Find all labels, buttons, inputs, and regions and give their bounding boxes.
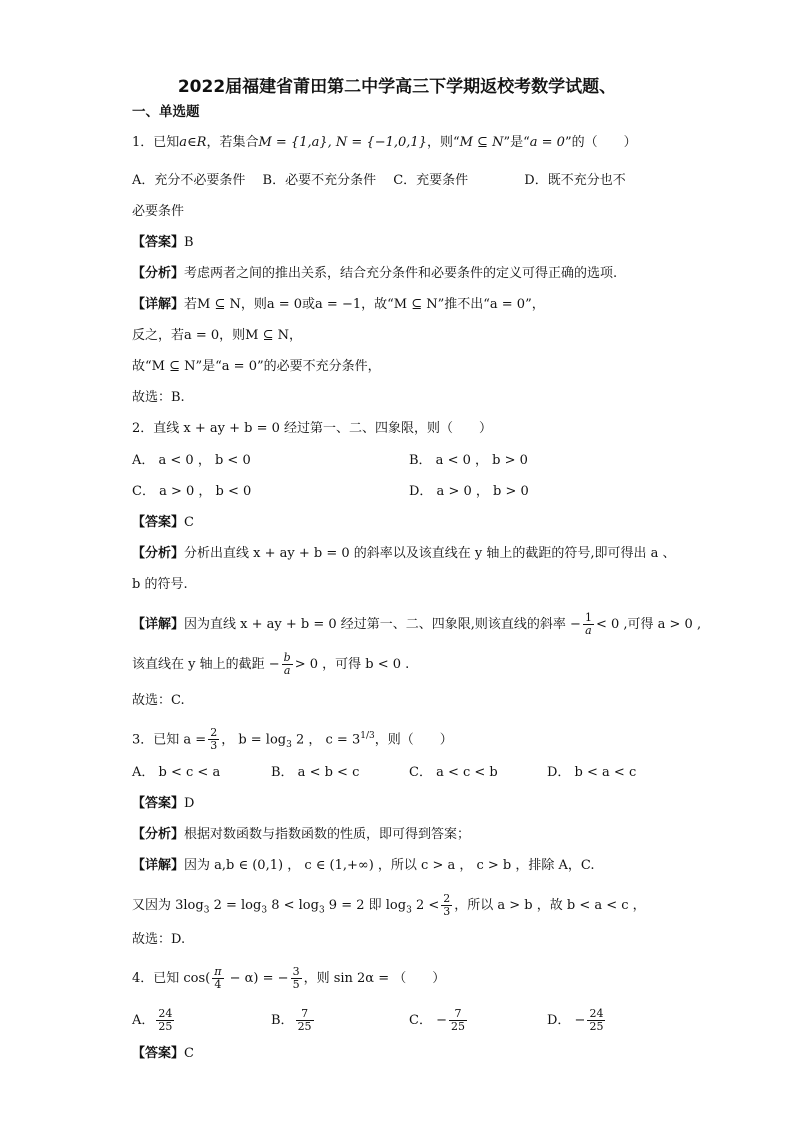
fraction: $\frac{1}{a}$ — [584, 611, 592, 637]
q3-option-b: B． a < b < c — [271, 765, 360, 780]
q1-detail-2: 反之，若a = 0，则M ⊆ N， — [132, 328, 303, 343]
q2-detail: 【详解】因为直线 x + ay + b = 0 经过第一、二、四象限,则该直线的斜率 − $\frac{1}{a}$ < 0 ,可得 a > 0 , — [132, 611, 702, 637]
page-title: 2022届福建省莆田第二中学高三下学期返校考数学试题、 — [177, 77, 617, 97]
q1-options-cont: 必要条件 — [132, 204, 185, 219]
q3-option-c: C． a < c < b — [409, 765, 498, 780]
fraction: $\frac{3}{5}$ — [292, 965, 300, 991]
q2-option-a: A． a < 0 ， b < 0 — [132, 453, 251, 468]
fraction: $\frac{7}{25}$ — [297, 1007, 312, 1033]
q2-option-c: C． a > 0 ， b < 0 — [132, 484, 252, 499]
q4-option-a: A． $\frac{24}{25}$ — [132, 1007, 173, 1033]
q1-options: A．充分不必要条件 B．必要不充分条件 C．充要条件 D．既不充分也不 — [132, 173, 626, 188]
q2-conclusion: 故选：C. — [132, 693, 185, 708]
fraction: $\frac{b}{a}$ — [283, 651, 291, 677]
fraction: $\frac{\pi}{4}$ — [214, 965, 222, 991]
q2-stem: 2．直线 x + ay + b = 0 经过第一、二、四象限，则（ ） — [132, 421, 493, 436]
q3-detail-2: 又因为 $3\log_3$ $2 = \log_3 8 < \log_3 9 = 2$ 即 $\log_3 2$ < $\frac{2}{3}$ ，所以 a > b ，故 b < a < c ， — [132, 892, 646, 918]
q3-conclusion: 故选：D. — [132, 932, 186, 947]
q4-stem: 4．已知 cos( $\frac{\pi}{4}$ − α) = − $\frac{3}{5}$ ，则 sin 2α = （ ） — [132, 965, 446, 991]
fraction: $\frac{24}{25}$ — [158, 1007, 173, 1033]
q3-option-d: D． b < a < c — [547, 765, 637, 780]
q1-answer: 【答案】B — [132, 235, 194, 250]
fraction: $\frac{2}{3}$ — [443, 892, 451, 918]
q1-detail: 【详解】若M ⊆ N，则a = 0或a = −1，故“M ⊆ N”推不出“a = 0”， — [132, 297, 545, 312]
fraction: $\frac{7}{25}$ — [450, 1007, 465, 1033]
q2-analysis-cont: b 的符号. — [132, 577, 188, 592]
q3-stem: 3．已知 a = $\frac{2}{3}$ ， $b = \log_3 2$ ， $c = 3^{1/3}$，则（ ） — [132, 726, 453, 753]
q2-answer: 【答案】C — [132, 515, 194, 530]
q1-detail-3: 故“M ⊆ N”是“a = 0”的必要不充分条件， — [132, 359, 381, 374]
q3-detail: 【详解】因为 a,b ∈ (0,1) ， c ∈ (1,+∞) ，所以 c > a ， c > b ，排除 A，C. — [132, 858, 595, 873]
q4-option-c: C． − $\frac{7}{25}$ — [409, 1007, 465, 1033]
fraction: $\frac{24}{25}$ — [589, 1007, 604, 1033]
q3-answer: 【答案】D — [132, 796, 195, 811]
q2-option-d: D． a > 0 ， b > 0 — [409, 484, 529, 499]
q3-option-a: A． b < c < a — [132, 765, 221, 780]
q3-analysis: 【分析】根据对数函数与指数函数的性质，即可得到答案； — [132, 827, 471, 842]
q1-analysis: 【分析】考虑两者之间的推出关系，结合充分条件和必要条件的定义可得正确的选项. — [132, 266, 618, 281]
q1-conclusion: 故选：B. — [132, 390, 185, 405]
q2-analysis: 【分析】分析出直线 x + ay + b = 0 的斜率以及该直线在 y 轴上的截距的符号,即可得出 a 、 — [132, 546, 676, 561]
q4-option-d: D． − $\frac{24}{25}$ — [547, 1007, 604, 1033]
fraction: $\frac{2}{3}$ — [210, 726, 218, 753]
section-heading: 一、单选题 — [132, 104, 200, 120]
q2-detail-2: 该直线在 y 轴上的截距 − $\frac{b}{a}$ > 0 ，可得 b < 0 . — [132, 651, 410, 677]
q4-answer: 【答案】C — [132, 1046, 194, 1061]
q4-option-b: B． $\frac{7}{25}$ — [271, 1007, 312, 1033]
q1-stem: 1．已知a∈R，若集合M = {1,a}, N = {−1,0,1}，则“M ⊆ N”是“a = 0”的（ ） — [132, 135, 637, 150]
q2-option-b: B． a < 0 ， b > 0 — [409, 453, 528, 468]
